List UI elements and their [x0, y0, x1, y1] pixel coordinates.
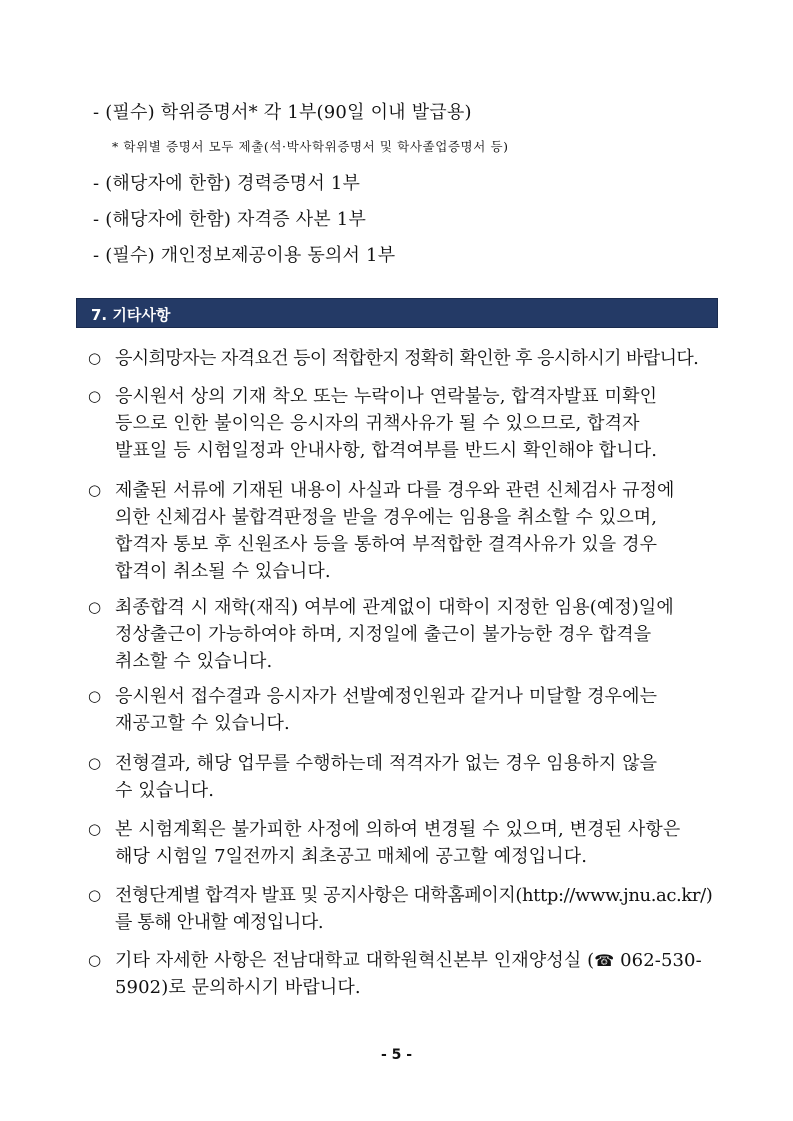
contact-text-before: 기타 자세한 사항은 전남대학교 대학원혁신본부 인재양성실 ( — [115, 950, 595, 971]
circle-bullet-icon: ○ — [88, 754, 102, 772]
section-header-etc — [76, 298, 718, 328]
circle-bullet-icon: ○ — [88, 598, 102, 616]
notice-text: 최종합격 시 재학(재직) 여부에 관계없이 대학이 지정한 임용(예정)일에 정상출근이 가능하여야 하며, 지정일에 출근이 불가능한 경우 합격을 취소할 수 있습니다. — [115, 597, 674, 672]
notice-text: 전형단계별 합격자 발표 및 공지사항은 대학홈페이지(http://www.jnu.ac.kr/) 를 통해 안내할 예정입니다. — [115, 885, 713, 933]
notice-item — [88, 882, 720, 936]
notice-item — [88, 683, 720, 737]
circle-bullet-icon: ○ — [88, 687, 102, 705]
circle-bullet-icon: ○ — [88, 481, 102, 499]
notice-text: 응시원서 상의 기재 착오 또는 누락이나 연락불능, 합격자발표 미확인 등으로 인한 불이익은 응시자의 귀책사유가 될 수 있으므로, 합격자 발표일 등 시험일정과 안내사항, 합격여부를 반드시 확인해야 합니다. — [115, 386, 658, 461]
circle-bullet-icon: ○ — [88, 886, 102, 904]
circle-bullet-icon: ○ — [88, 349, 102, 367]
section-title: 7. 기타사항 — [91, 306, 171, 324]
contact-text — [115, 947, 720, 1001]
circle-bullet-icon: ○ — [88, 387, 102, 405]
circle-bullet-icon: ○ — [88, 951, 102, 969]
notice-text: 응시원서 접수결과 응시자가 선발예정인원과 같거나 미달할 경우에는 재공고할 수 있습니다. — [115, 686, 658, 734]
notice-item — [88, 383, 720, 464]
circle-bullet-icon: ○ — [88, 820, 102, 838]
notice-text: 제출된 서류에 기재된 내용이 사실과 다를 경우와 관련 신체검사 규정에 의한 신체검사 불합격판정을 받을 경우에는 임용을 취소할 수 있으며, 합격자 통보 후 신원조사 등을 통하여 부적합한 결격사유가 있을 경우 합격이 취소될 수 있습니다. — [115, 480, 675, 582]
notice-item — [88, 750, 720, 804]
notice-text: 본 시험계획은 불가피한 사정에 의하여 변경될 수 있으며, 변경된 사항은 해당 시험일 7일전까지 최초공고 매체에 공고할 예정입니다. — [115, 819, 681, 867]
doc-item-privacy-consent: - (필수) 개인정보제공이용 동의서 1부 — [93, 245, 396, 266]
notice-contact — [88, 947, 720, 1001]
page-number: - 5 - — [380, 1047, 413, 1063]
doc-item-license-copy: - (해당자에 한함) 자격증 사본 1부 — [93, 209, 367, 230]
doc-item-career-certificate: - (해당자에 한함) 경력증명서 1부 — [93, 173, 361, 194]
doc-note-degree: * 학위별 증명서 모두 제출(석·박사학위증명서 및 학사졸업증명서 등) — [112, 139, 509, 154]
contact-text-after: 062-530- 5902)로 문의하시기 바랍니다. — [115, 950, 702, 998]
notice-item — [88, 816, 720, 870]
notice-text: 응시희망자는 자격요건 등이 적합한지 정확히 확인한 후 응시하시기 바랍니다. — [115, 348, 699, 369]
phone-icon: ☎ — [594, 951, 615, 970]
notice-text: 전형결과, 해당 업무를 수행하는데 적격자가 없는 경우 임용하지 않을 수 있습니다. — [115, 753, 658, 801]
notice-item — [88, 345, 720, 372]
doc-item-degree-certificate: - (필수) 학위증명서* 각 1부(90일 이내 발급용) — [93, 102, 472, 123]
notice-item — [88, 594, 720, 675]
notice-item — [88, 477, 720, 585]
